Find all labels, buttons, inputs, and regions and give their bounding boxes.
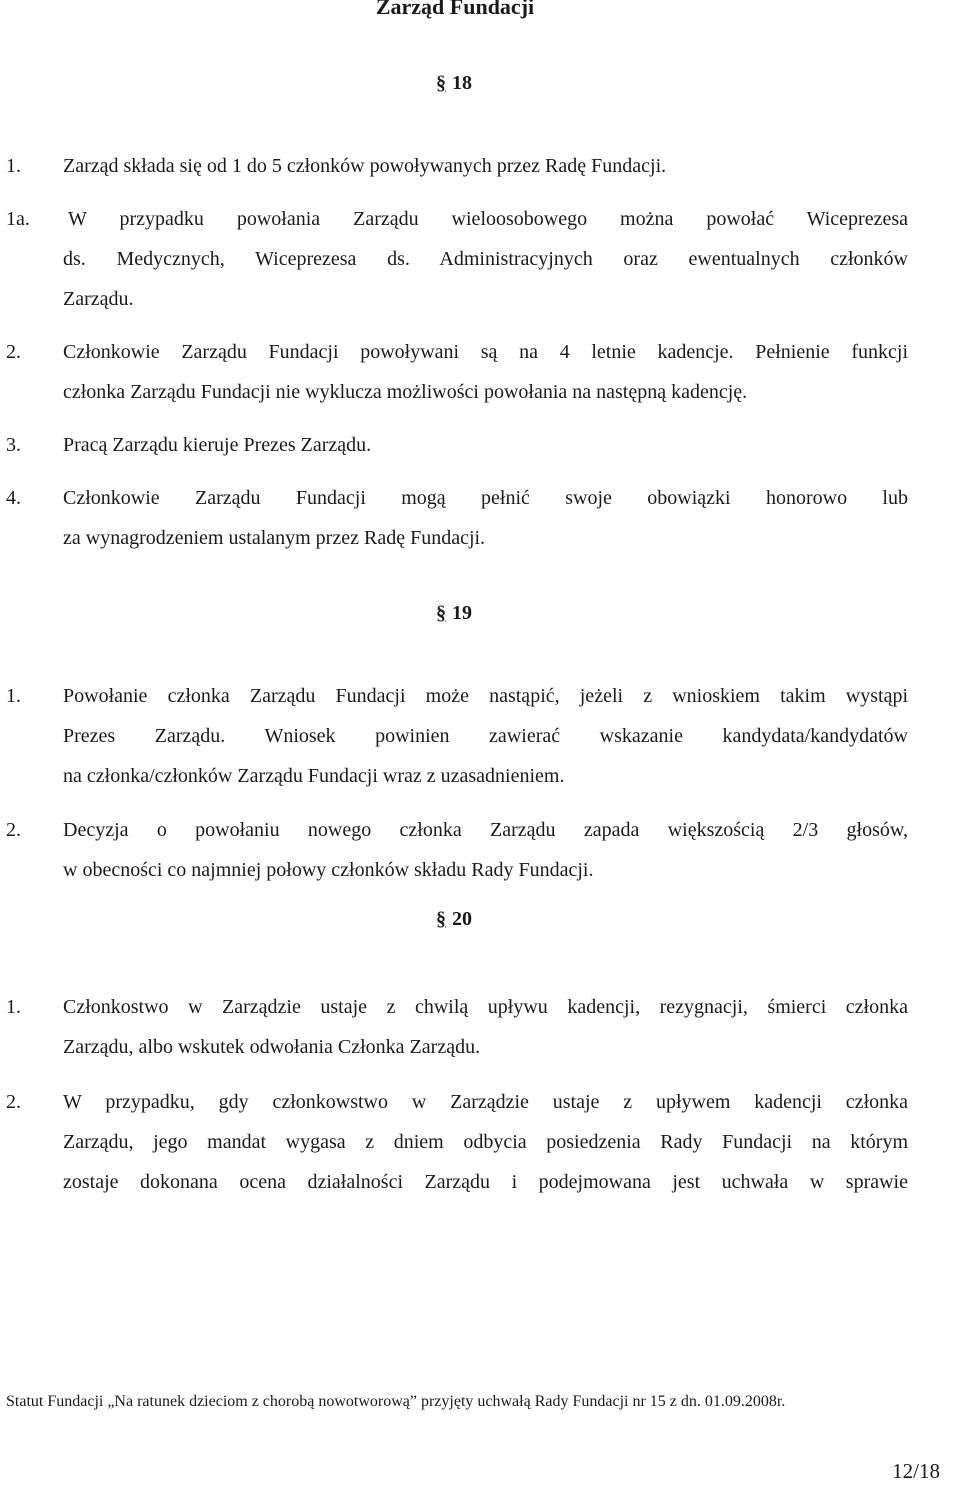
item-line: za wynagrodzeniem ustalanym przez Radę Fundacji.: [63, 527, 486, 549]
item-label: 3.: [6, 434, 21, 456]
item-line: Prezes Zarządu. Wniosek powinien zawierać wskazanie kandydata/kandydatów: [63, 725, 908, 747]
item-label: 1.: [6, 996, 21, 1018]
item-line: ds. Medycznych, Wiceprezesa ds. Administracyjnych oraz ewentualnych członków: [63, 248, 908, 270]
item-label: 2.: [6, 819, 21, 841]
section-number: 19: [452, 602, 472, 624]
item-line: członka Zarządu Fundacji nie wyklucza możliwości powołania na następną kadencję.: [63, 381, 748, 403]
page-number: 12/18: [892, 1459, 940, 1483]
item-line: Pracą Zarządu kieruje Prezes Zarządu.: [63, 434, 372, 456]
item-line: na członka/członków Zarządu Fundacji wraz z uzasadnieniem.: [63, 765, 565, 787]
section-number: 20: [452, 908, 472, 930]
item-label: 2.: [6, 1091, 21, 1113]
item-line: w obecności co najmniej połowy członków składu Rady Fundacji.: [63, 859, 594, 881]
item-line: W przypadku, gdy członkowstwo w Zarządzie ustaje z upływem kadencji członka: [63, 1091, 908, 1113]
item-label: 4.: [6, 487, 21, 509]
item-line: Członkowie Zarządu Fundacji mogą pełnić swoje obowiązki honorowo lub: [63, 487, 908, 509]
section-heading-19: [436, 602, 472, 625]
page-title: Zarząd Fundacji: [375, 0, 535, 19]
item-label: 1.: [6, 155, 21, 177]
section-symbol: §: [436, 908, 446, 930]
item-line: Zarządu, albo wskutek odwołania Członka Zarządu.: [63, 1036, 481, 1058]
item-line: Decyzja o powołaniu nowego członka Zarządu zapada większością 2/3 głosów,: [63, 819, 908, 841]
section-symbol: §: [436, 602, 446, 624]
section-symbol: §: [436, 72, 446, 94]
item-line: Członkostwo w Zarządzie ustaje z chwilą upływu kadencji, rezygnacji, śmierci członka: [63, 996, 908, 1018]
item-label: 1.: [6, 685, 21, 707]
item-line: Zarządu.: [63, 288, 134, 310]
page-footer: Statut Fundacji „Na ratunek dzieciom z chorobą nowotworową” przyjęty uchwałą Rady Fundacji nr 15 z dn. 01.09.2008r.: [6, 1393, 786, 1410]
item-line: Zarządu, jego mandat wygasa z dniem odbycia posiedzenia Rady Fundacji na którym: [63, 1131, 908, 1153]
item-line: Członkowie Zarządu Fundacji powoływani są na 4 letnie kadencje. Pełnienie funkcji: [63, 341, 908, 363]
item-line: zostaje dokonana ocena działalności Zarządu i podejmowana jest uchwała w sprawie: [63, 1171, 908, 1193]
item-line: W przypadku powołania Zarządu wieloosobowego można powołać Wiceprezesa: [68, 208, 908, 230]
item-line: Powołanie członka Zarządu Fundacji może nastąpić, jeżeli z wnioskiem takim wystąpi: [63, 685, 908, 707]
item-line: Zarząd składa się od 1 do 5 członków powoływanych przez Radę Fundacji.: [63, 155, 667, 177]
section-number: 18: [452, 72, 472, 94]
section-heading-20: [436, 908, 472, 931]
item-label: 2.: [6, 341, 21, 363]
item-label: 1a.: [6, 208, 30, 230]
section-heading-18: [436, 72, 472, 95]
